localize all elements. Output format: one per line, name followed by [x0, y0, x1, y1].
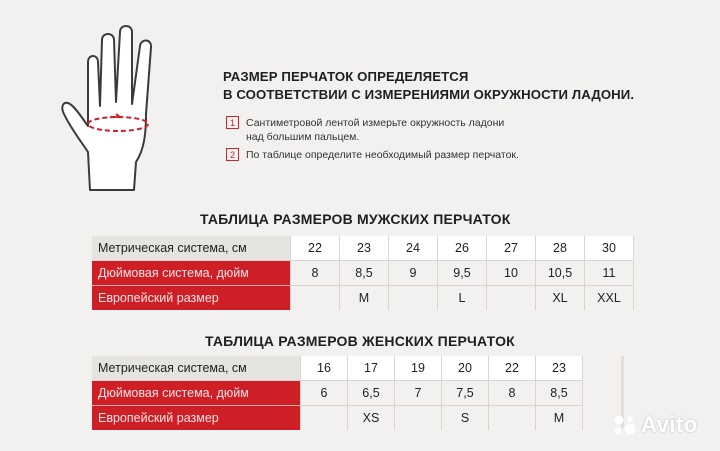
- table-row: [92, 381, 621, 406]
- table-cell: M: [340, 286, 389, 311]
- table-cell: 7,5: [442, 381, 489, 406]
- table-cell-blank: [583, 356, 622, 381]
- row-label-metric: Метрическая система, см: [92, 236, 291, 261]
- row-label-inch: Дюймовая система, дюйм: [92, 381, 301, 406]
- table-cell: XS: [348, 406, 395, 431]
- women-table-title: ТАБЛИЦА РАЗМЕРОВ ЖЕНСКИХ ПЕРЧАТОК: [205, 333, 515, 349]
- row-label-metric: Метрическая система, см: [92, 356, 301, 381]
- step-number-1: 1: [226, 116, 239, 129]
- table-cell: 19: [395, 356, 442, 381]
- table-cell: 20: [442, 356, 489, 381]
- table-cell: M: [536, 406, 583, 431]
- men-table-title: ТАБЛИЦА РАЗМЕРОВ МУЖСКИХ ПЕРЧАТОК: [200, 211, 511, 227]
- step-1: [226, 116, 504, 144]
- table-cell: 8: [291, 261, 340, 286]
- table-cell: 22: [291, 236, 340, 261]
- table-cell: 9: [389, 261, 438, 286]
- table-row: [92, 356, 621, 381]
- headline-line-1: РАЗМЕР ПЕРЧАТОК ОПРЕДЕЛЯЕТСЯ: [223, 69, 469, 84]
- table-cell: 10,5: [536, 261, 585, 286]
- step-2: [226, 148, 519, 162]
- table-cell: 23: [340, 236, 389, 261]
- table-cell: 28: [536, 236, 585, 261]
- table-cell: XL: [536, 286, 585, 311]
- table-cell: 17: [348, 356, 395, 381]
- headline: [223, 68, 703, 104]
- step-1-text-line-1: Сантиметровой лентой измерьте окружность ладони: [246, 117, 505, 129]
- watermark-text: Avito: [641, 412, 698, 437]
- headline-line-2: В СООТВЕТСТВИИ С ИЗМЕРЕНИЯМИ ОКРУЖНОСТИ ЛАДОНИ.: [223, 87, 635, 102]
- table-row: [92, 236, 634, 261]
- women-size-table: [92, 356, 621, 430]
- table-row: [92, 406, 621, 431]
- table-cell: L: [438, 286, 487, 311]
- row-label-inch: Дюймовая система, дюйм: [92, 261, 291, 286]
- table-cell: 24: [389, 236, 438, 261]
- table-cell: 8: [489, 381, 536, 406]
- step-number-2: 2: [226, 148, 239, 161]
- table-cell: 10: [487, 261, 536, 286]
- table-cell: 23: [536, 356, 583, 381]
- avito-logo-icon: [612, 414, 638, 436]
- table-cell: 7: [395, 381, 442, 406]
- table-cell: [395, 406, 442, 431]
- table-cell: 16: [301, 356, 348, 381]
- row-label-european: Европейский размер: [92, 406, 301, 431]
- table-cell: [389, 286, 438, 311]
- hand-measure-icon: [58, 22, 188, 194]
- table-cell: [301, 406, 348, 431]
- table-cell: 27: [487, 236, 536, 261]
- table-cell: [291, 286, 340, 311]
- table-cell: 8,5: [340, 261, 389, 286]
- table-cell: 8,5: [536, 381, 583, 406]
- table-cell: 11: [585, 261, 634, 286]
- table-row: [92, 261, 634, 286]
- table-cell: 22: [489, 356, 536, 381]
- avito-watermark: [612, 412, 698, 438]
- table-cell: [489, 406, 536, 431]
- step-2-text-line-1: По таблице определите необходимый размер перчаток.: [246, 149, 519, 161]
- table-cell: S: [442, 406, 489, 431]
- table-cell: 9,5: [438, 261, 487, 286]
- table-cell: 6: [301, 381, 348, 406]
- men-size-table: [92, 236, 634, 310]
- row-label-european: Европейский размер: [92, 286, 291, 311]
- table-cell: 26: [438, 236, 487, 261]
- table-cell-blank: [583, 381, 622, 406]
- table-cell: 30: [585, 236, 634, 261]
- table-cell: [487, 286, 536, 311]
- table-cell: 6,5: [348, 381, 395, 406]
- table-row: [92, 286, 634, 311]
- table-cell: XXL: [585, 286, 634, 311]
- step-1-text-line-2: над большим пальцем.: [246, 131, 360, 143]
